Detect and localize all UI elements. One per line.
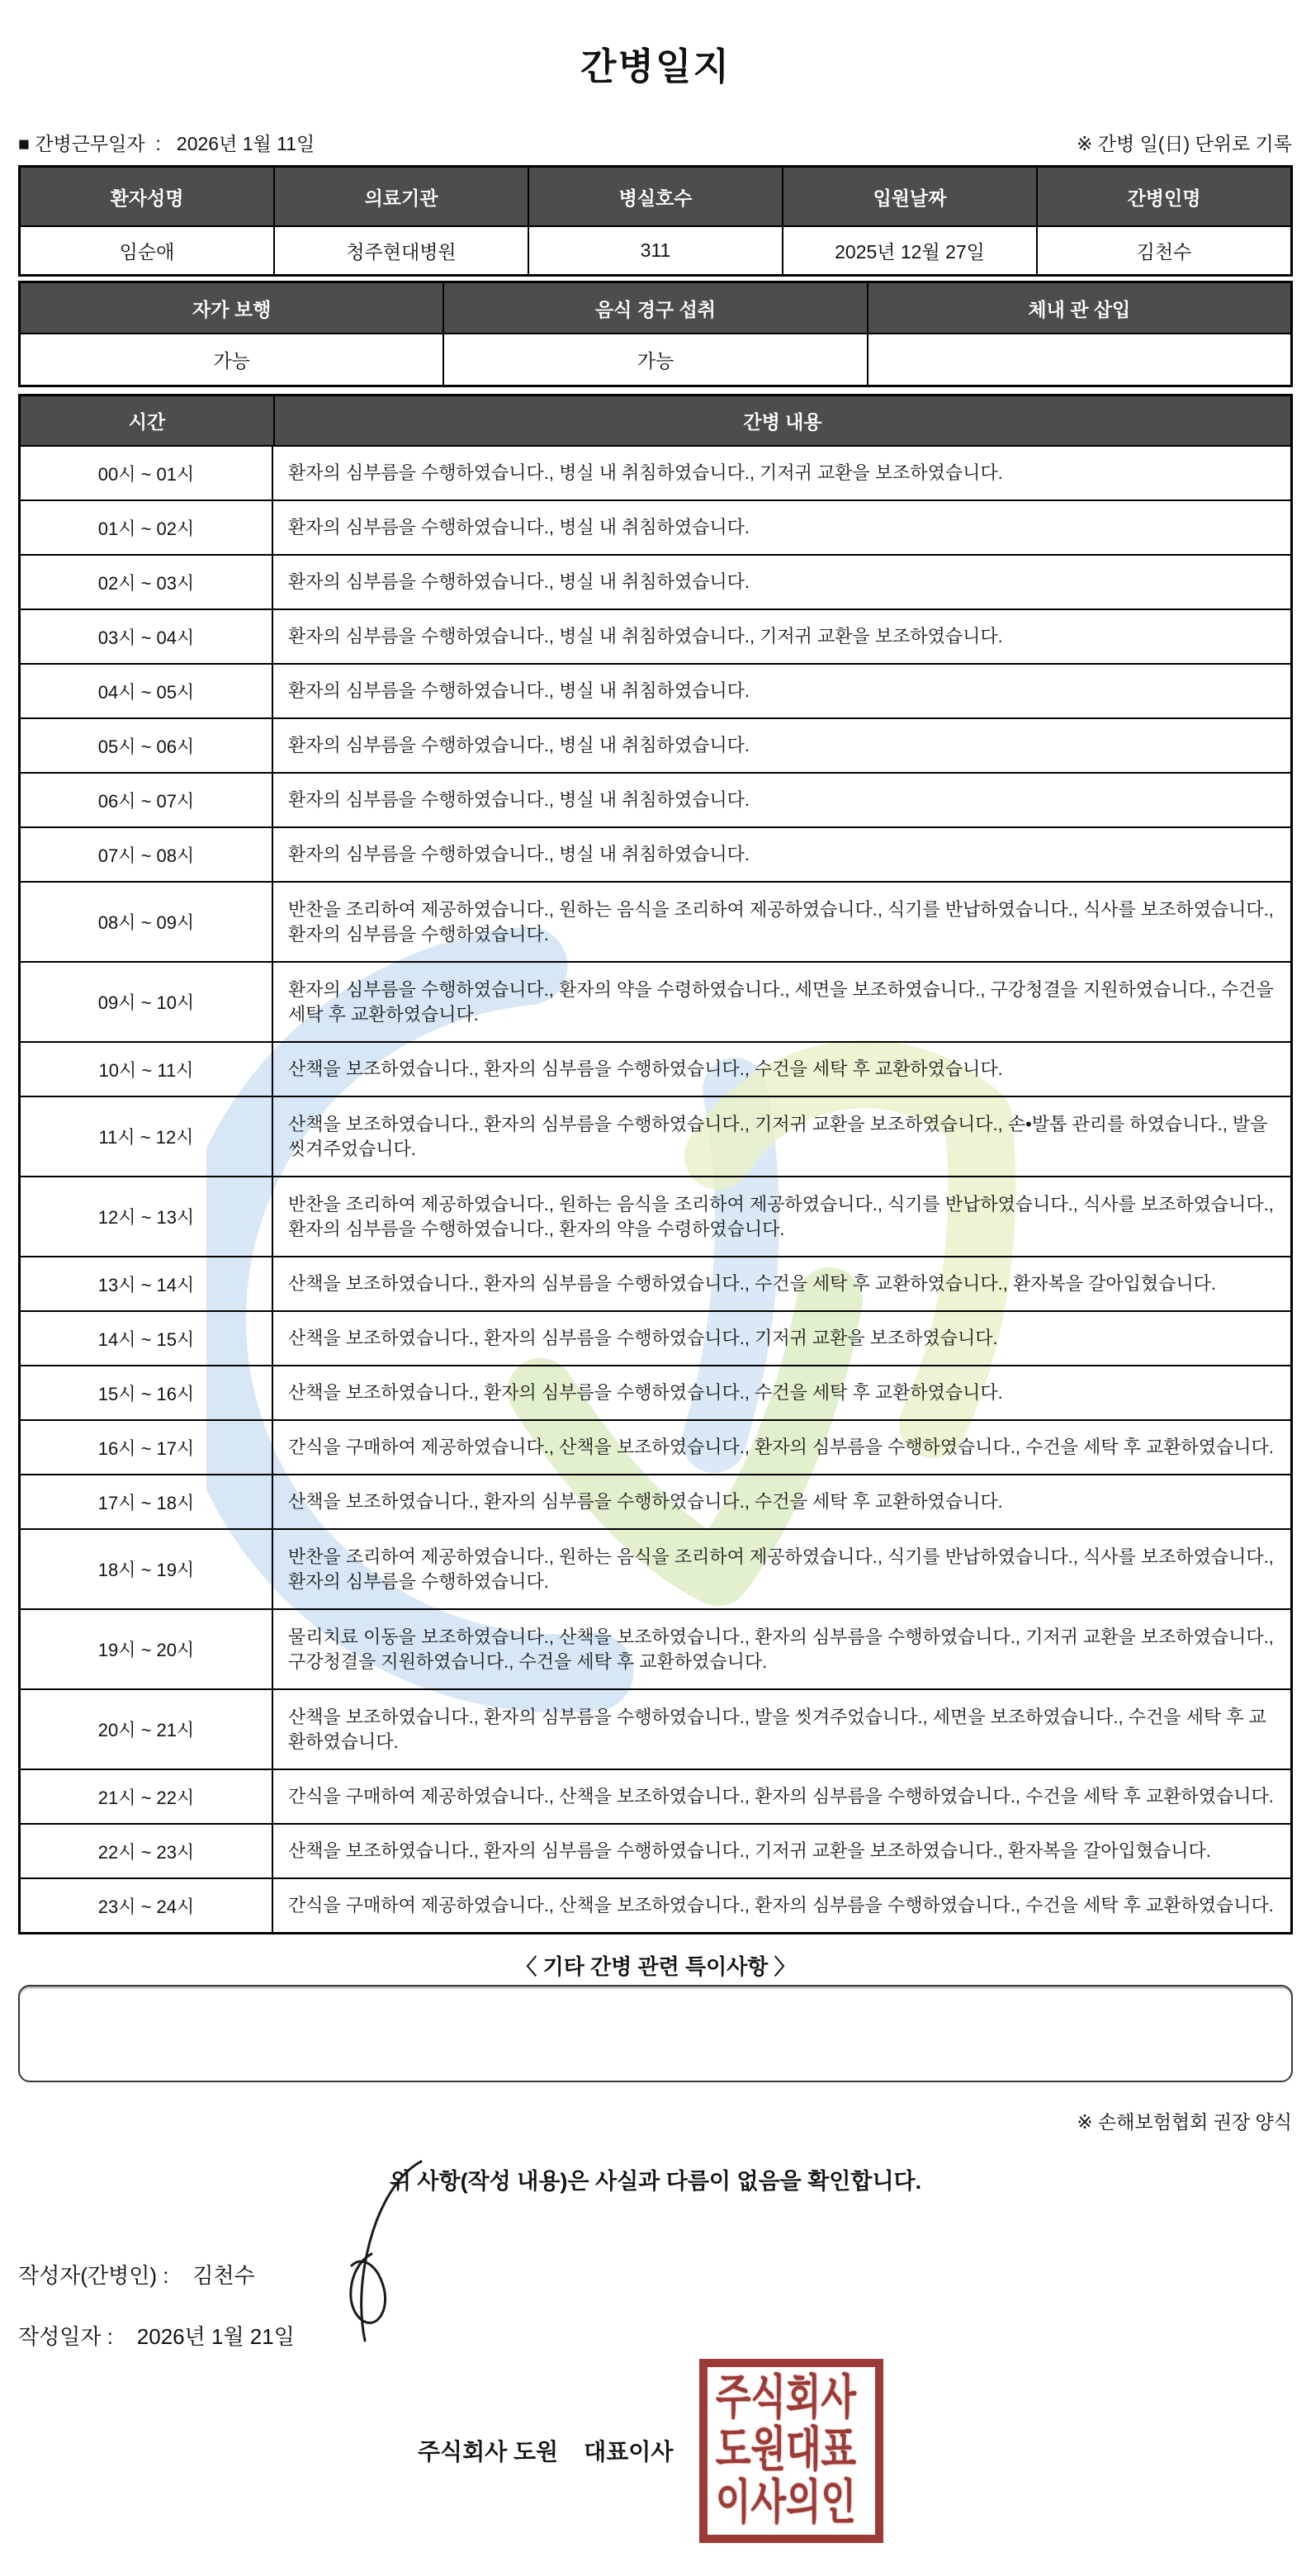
log-row	[21, 1528, 1290, 1608]
col-header-care-content: 간병 내용	[273, 396, 1290, 445]
log-time-range: 18시 ~ 19시	[21, 1530, 273, 1608]
stamp-row-2: 도원대표	[716, 2423, 857, 2477]
log-care-content: 환자의 심부름을 수행하였습니다., 병실 내 취침하였습니다.	[288, 517, 750, 537]
col-header-hospital: 의료기관	[273, 168, 528, 225]
patient-header-row	[21, 168, 1290, 225]
log-care-content: 간식을 구매하여 제공하였습니다., 산책을 보조하였습니다., 환자의 심부름을 수행하였습니다., 수건을 세탁 후 교환하였습니다.	[288, 1895, 1274, 1915]
log-row	[21, 500, 1290, 554]
log-row	[21, 1419, 1290, 1474]
stamp-row-1: 주식회사	[716, 2371, 857, 2425]
log-care-content: 산책을 보조하였습니다., 환자의 심부름을 수행하였습니다., 기저귀 교환을 보조하였습니다., 환자복을 갈아입혔습니다.	[288, 1840, 1211, 1861]
log-row	[21, 1176, 1290, 1256]
log-care-content: 산책을 보조하였습니다., 환자의 심부름을 수행하였습니다., 기저귀 교환을 보조하였습니다.	[288, 1328, 998, 1348]
log-row	[21, 1474, 1290, 1528]
extras-notes-box	[18, 1985, 1293, 2082]
log-row	[21, 1256, 1290, 1310]
log-time-range: 14시 ~ 15시	[21, 1312, 273, 1365]
extras-heading: 〈 기타 간병 관련 특이사항 〉	[515, 1954, 796, 1979]
log-care-content: 산책을 보조하였습니다., 환자의 심부름을 수행하였습니다., 수건을 세탁 후 교환하였습니다., 환자복을 갈아입혔습니다.	[288, 1273, 1217, 1294]
log-time-range: 00시 ~ 01시	[21, 447, 273, 500]
patient-name: 임순애	[119, 241, 175, 263]
log-care-content: 간식을 구매하여 제공하였습니다., 산책을 보조하였습니다., 환자의 심부름을 수행하였습니다., 수건을 세탁 후 교환하였습니다.	[288, 1786, 1274, 1807]
admission-date: 2025년 12월 27일	[782, 227, 1036, 274]
col-header-admission-date: 입원날짜	[782, 168, 1036, 225]
col-header-tube-insertion: 체내 관 삽입	[867, 283, 1290, 333]
log-row	[21, 608, 1290, 663]
log-care-content: 환자의 심부름을 수행하였습니다., 병실 내 취침하였습니다.	[288, 571, 750, 592]
log-care-content: 산책을 보조하였습니다., 환자의 심부름을 수행하였습니다., 발을 씻겨주었습니다., 세면을 보조하였습니다., 수건을 세탁 후 교환하였습니다.	[288, 1706, 1266, 1752]
log-time-range: 19시 ~ 20시	[21, 1610, 273, 1688]
log-row	[21, 1878, 1290, 1932]
log-time-range: 07시 ~ 08시	[21, 828, 273, 881]
col-header-self-walking: 자가 보행	[21, 283, 443, 333]
log-time-range: 17시 ~ 18시	[21, 1475, 273, 1528]
oral-intake-value: 가능	[443, 334, 866, 385]
log-time-range: 02시 ~ 03시	[21, 556, 273, 608]
log-time-range: 16시 ~ 17시	[21, 1421, 273, 1474]
log-care-content: 환자의 심부름을 수행하였습니다., 병실 내 취침하였습니다.	[288, 680, 750, 701]
page-title: 간병일지	[580, 45, 731, 88]
log-time-range: 01시 ~ 02시	[21, 501, 273, 554]
unit-note: ※ 간병 일(日) 단위로 기록	[1077, 133, 1292, 154]
log-row	[21, 1310, 1290, 1365]
log-row	[21, 826, 1290, 881]
log-care-content: 반찬을 조리하여 제공하였습니다., 원하는 음식을 조리하여 제공하였습니다., 식기를 반납하였습니다., 식사를 보조하였습니다., 환자의 심부름을 수행하였습니다.	[288, 898, 1274, 945]
log-care-content: 환자의 심부름을 수행하였습니다., 병실 내 취침하였습니다.	[288, 735, 750, 755]
log-care-content: 간식을 구매하여 제공하였습니다., 산책을 보조하였습니다., 환자의 심부름을 수행하였습니다., 수건을 세탁 후 교환하였습니다.	[288, 1437, 1274, 1457]
log-care-content: 환자의 심부름을 수행하였습니다., 병실 내 취침하였습니다., 기저귀 교환을 보조하였습니다.	[288, 462, 1003, 483]
col-header-caregiver: 간병인명	[1036, 168, 1290, 225]
log-care-content: 환자의 심부름을 수행하였습니다., 병실 내 취침하였습니다.	[288, 789, 750, 810]
log-time-range: 12시 ~ 13시	[21, 1177, 273, 1256]
log-row	[21, 1608, 1290, 1688]
patient-status-table	[18, 281, 1293, 387]
care-work-date: ■ 간병근무일자 : 2026년 1월 11일	[18, 133, 315, 154]
col-header-oral-intake: 음식 경구 섭취	[443, 283, 866, 333]
log-row	[21, 554, 1290, 608]
care-log-table	[18, 394, 1293, 1934]
log-time-range: 03시 ~ 04시	[21, 610, 273, 663]
status-value-row	[21, 333, 1290, 385]
log-time-range: 15시 ~ 16시	[21, 1366, 273, 1419]
caregiver-name: 김천수	[1036, 227, 1290, 274]
caregiver-signature	[329, 2155, 436, 2349]
log-rows	[21, 445, 1290, 1932]
log-care-content: 환자의 심부름을 수행하였습니다., 병실 내 취침하였습니다.	[288, 844, 750, 864]
log-row	[21, 772, 1290, 826]
writer-name-line: 작성자(간병인) : 김천수	[18, 2263, 255, 2288]
log-time-range: 23시 ~ 24시	[21, 1879, 273, 1932]
recommended-form-note: ※ 손해보험협회 권장 양식	[1077, 2111, 1292, 2133]
stamp-row-3: 이사의인	[716, 2476, 857, 2530]
log-row	[21, 1769, 1290, 1823]
log-care-content: 산책을 보조하였습니다., 환자의 심부름을 수행하였습니다., 수건을 세탁 후 교환하였습니다.	[288, 1058, 1003, 1079]
log-care-content: 물리치료 이동을 보조하였습니다., 산책을 보조하였습니다., 환자의 심부름을 수행하였습니다., 기저귀 교환을 보조하였습니다., 구강청결을 지원하였습니다., 수건을 세탁 후 교환하였습니다.	[288, 1626, 1274, 1672]
log-time-range: 08시 ~ 09시	[21, 883, 273, 961]
log-time-range: 22시 ~ 23시	[21, 1825, 273, 1878]
log-row	[21, 717, 1290, 772]
log-care-content: 반찬을 조리하여 제공하였습니다., 원하는 음식을 조리하여 제공하였습니다., 식기를 반납하였습니다., 식사를 보조하였습니다., 환자의 심부름을 수행하였습니다., 환자의 약을 수령하였습니다.	[288, 1193, 1274, 1239]
log-time-range: 11시 ~ 12시	[21, 1097, 273, 1176]
log-row	[21, 1365, 1290, 1419]
company-ceo-line: 주식회사 도원 대표이사	[418, 2439, 674, 2465]
log-care-content: 산책을 보조하였습니다., 환자의 심부름을 수행하였습니다., 수건을 세탁 후 교환하였습니다.	[288, 1382, 1003, 1403]
log-time-range: 20시 ~ 21시	[21, 1690, 273, 1769]
log-time-range: 10시 ~ 11시	[21, 1043, 273, 1096]
log-care-content: 반찬을 조리하여 제공하였습니다., 원하는 음식을 조리하여 제공하였습니다., 식기를 반납하였습니다., 식사를 보조하였습니다., 환자의 심부름을 수행하였습니다.	[288, 1546, 1274, 1592]
self-walking-value: 가능	[213, 350, 250, 372]
hospital-name: 청주현대병원	[273, 227, 528, 274]
log-care-content: 산책을 보조하였습니다., 환자의 심부름을 수행하였습니다., 기저귀 교환을 보조하였습니다., 손•발톱 관리를 하였습니다., 발을 씻겨주었습니다.	[288, 1113, 1268, 1159]
log-time-range: 05시 ~ 06시	[21, 719, 273, 772]
status-header-row	[21, 283, 1290, 333]
col-header-time: 시간	[21, 396, 273, 445]
log-care-content: 환자의 심부름을 수행하였습니다., 환자의 약을 수령하였습니다., 세면을 보조하였습니다., 구강청결을 지원하였습니다., 수건을 세탁 후 교환하였습니다.	[288, 978, 1274, 1025]
log-row	[21, 961, 1290, 1041]
confirmation-statement: 위 사항(작성 내용)은 사실과 다름이 없음을 확인합니다.	[389, 2169, 922, 2194]
log-row	[21, 445, 1290, 500]
log-care-content: 환자의 심부름을 수행하였습니다., 병실 내 취침하였습니다., 기저귀 교환을 보조하였습니다.	[288, 626, 1003, 646]
log-row	[21, 1041, 1290, 1096]
room-number: 311	[528, 227, 782, 274]
patient-value-row	[21, 225, 1290, 274]
log-header-row	[21, 396, 1290, 445]
log-time-range: 04시 ~ 05시	[21, 665, 273, 717]
log-time-range: 13시 ~ 14시	[21, 1257, 273, 1310]
log-time-range: 21시 ~ 22시	[21, 1770, 273, 1823]
tube-insertion-value	[867, 334, 1290, 385]
patient-info-table	[18, 165, 1293, 277]
log-row	[21, 1096, 1290, 1176]
log-time-range: 06시 ~ 07시	[21, 774, 273, 826]
log-row	[21, 881, 1290, 961]
col-header-patient-name: 환자성명	[21, 168, 273, 225]
log-care-content: 산책을 보조하였습니다., 환자의 심부름을 수행하였습니다., 수건을 세탁 후 교환하였습니다.	[288, 1491, 1003, 1512]
corporate-seal-stamp	[699, 2359, 883, 2543]
log-row	[21, 1688, 1290, 1769]
log-time-range: 09시 ~ 10시	[21, 963, 273, 1041]
log-row	[21, 663, 1290, 717]
log-row	[21, 1823, 1290, 1878]
col-header-room: 병실호수	[528, 168, 782, 225]
written-date-line: 작성일자 : 2026년 1월 21일	[18, 2324, 295, 2349]
